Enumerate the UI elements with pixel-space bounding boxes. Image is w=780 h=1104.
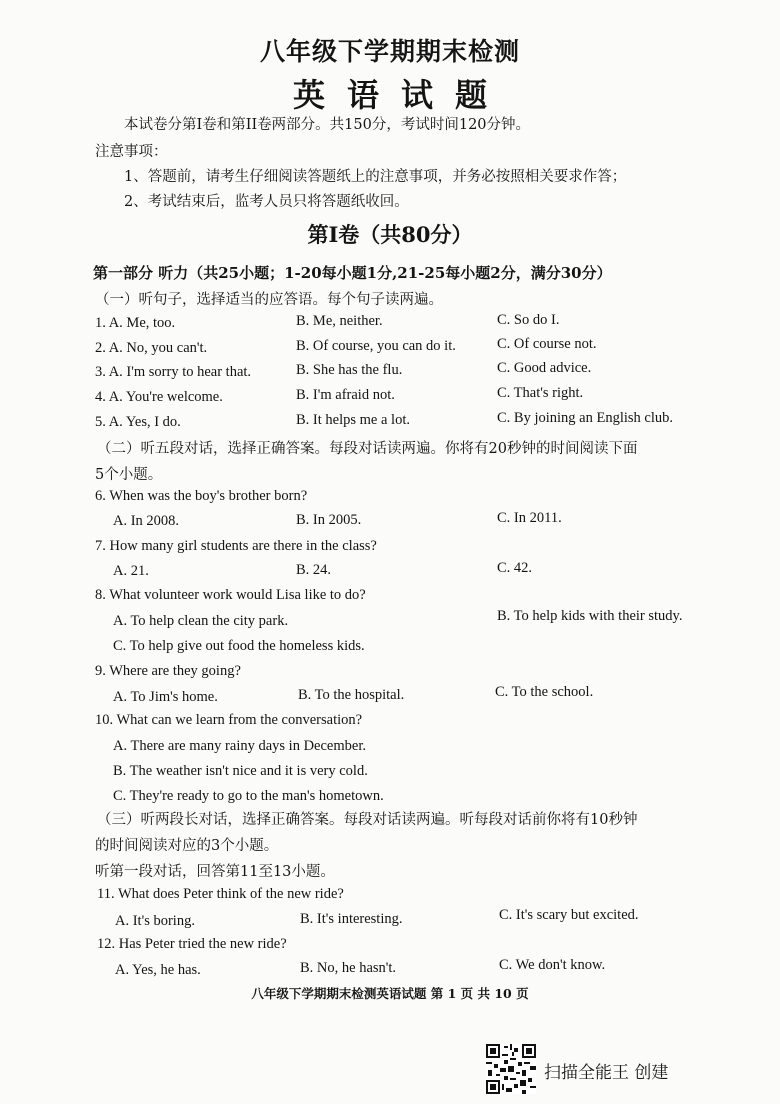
q7-option-c: C. 42. — [497, 560, 533, 576]
q2-option-a: 2. A. No, you can't. — [95, 340, 208, 356]
q5-option-c: C. By joining an English club. — [497, 410, 674, 426]
q7-option-a: A. 21. — [113, 563, 149, 579]
q6-option-c: C. In 2011. — [497, 510, 562, 526]
q2-option-c: C. Of course not. — [497, 336, 597, 352]
q8-option-c: C. To help give out food the homeless kids. — [113, 638, 365, 654]
q1-option-a: 1. A. Me, too. — [95, 315, 176, 331]
q3-option-a: 3. A. I'm sorry to hear that. — [95, 364, 252, 380]
q4-option-a: 4. A. You're welcome. — [95, 389, 223, 405]
q12-option-b: B. No, he hasn't. — [300, 960, 397, 976]
q10-option-a: A. There are many rainy days in December. — [113, 738, 366, 754]
q12-stem: 12. Has Peter tried the new ride? — [97, 936, 287, 952]
sub-instruction-3: （三）听两段长对话，选择正确答案。每段对话读两遍。听每段对话前你将有10秒钟 — [97, 812, 638, 828]
note-1: 1、答题前，请考生仔细阅读答题纸上的注意事项，并务必按照相关要求作答； — [124, 169, 627, 185]
q10-stem: 10. What can we learn from the conversation? — [95, 712, 363, 728]
q10-option-b: B. The weather isn't nice and it is very cold. — [113, 763, 368, 779]
qr-code-icon — [486, 1044, 536, 1094]
section-title: 第I卷（共80分） — [307, 222, 473, 247]
part-heading: 第一部分 听力（共25小题；1-20每小题1分,21-25每小题2分，满分30分） — [93, 264, 612, 282]
q9-option-c: C. To the school. — [495, 684, 594, 700]
sub-instruction-3-cont: 的时间阅读对应的3个小题。 — [95, 838, 279, 854]
q8-option-a: A. To help clean the city park. — [113, 613, 289, 629]
q11-stem: 11. What does Peter think of the new ride? — [97, 886, 344, 902]
page-footer: 八年级下学期期末检测英语试题 第 1 页 共 10 页 — [251, 986, 529, 1001]
q9-stem: 9. Where are they going? — [95, 663, 241, 679]
q3-option-b: B. She has the flu. — [296, 362, 403, 378]
q2-option-b: B. Of course, you can do it. — [296, 338, 456, 354]
note-2: 2、考试结束后，监考人员只将答题纸收回。 — [124, 194, 409, 210]
q1-option-b: B. Me, neither. — [296, 313, 383, 329]
exam-intro: 本试卷分第I卷和第II卷两部分。共150分，考试时间120分钟。 — [124, 117, 531, 133]
q12-option-c: C. We don't know. — [499, 957, 606, 973]
q8-stem: 8. What volunteer work would Lisa like to do? — [95, 587, 366, 603]
q11-option-c: C. It's scary but excited. — [499, 907, 639, 923]
q4-option-c: C. That's right. — [497, 385, 584, 401]
q9-option-a: A. To Jim's home. — [113, 689, 218, 705]
dialogue-1-instruction: 听第一段对话，回答第11至13小题。 — [95, 864, 335, 880]
q12-option-a: A. Yes, he has. — [115, 962, 201, 978]
q5-option-a: 5. A. Yes, I do. — [95, 414, 181, 430]
q3-option-c: C. Good advice. — [497, 360, 592, 376]
q6-option-b: B. In 2005. — [296, 512, 362, 528]
q8-option-b: B. To help kids with their study. — [497, 608, 683, 624]
q7-stem: 7. How many girl students are there in the class? — [95, 538, 377, 554]
exam-title: 八年级下学期期末检测 — [259, 37, 520, 66]
sub-instruction-2: （二）听五段对话，选择正确答案。每段对话读两遍。你将有20秒钟的时间阅读下面 — [97, 441, 638, 457]
q4-option-b: B. I'm afraid not. — [296, 387, 395, 403]
subject-title: 英语试题 — [292, 76, 509, 114]
q10-option-c: C. They're ready to go to the man's hometown. — [113, 788, 384, 804]
q11-option-a: A. It's boring. — [115, 913, 195, 929]
sub-instruction-2-cont: 5个小题。 — [95, 467, 163, 483]
q1-option-c: C. So do I. — [497, 312, 560, 328]
scanner-watermark: 扫描全能王 创建 — [544, 1063, 669, 1083]
q6-stem: 6. When was the boy's brother born? — [95, 488, 308, 504]
sub-instruction-1: （一）听句子，选择适当的应答语。每个句子读两遍。 — [95, 292, 443, 308]
q11-option-b: B. It's interesting. — [300, 911, 403, 927]
q7-option-b: B. 24. — [296, 562, 332, 578]
q6-option-a: A. In 2008. — [113, 513, 180, 529]
notes-label: 注意事项： — [95, 144, 168, 160]
q5-option-b: B. It helps me a lot. — [296, 412, 410, 428]
q9-option-b: B. To the hospital. — [298, 687, 405, 703]
